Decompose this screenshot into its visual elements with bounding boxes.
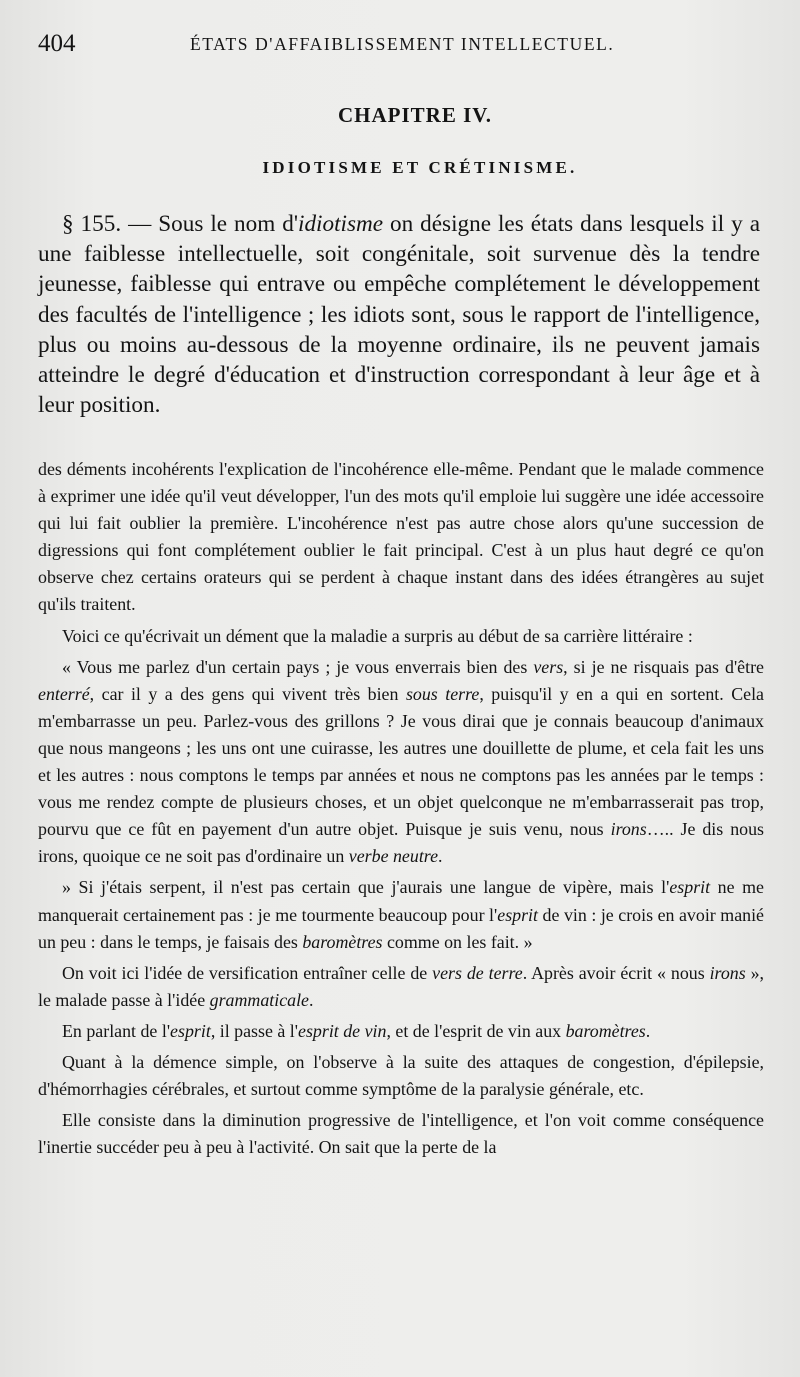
italic-term: esprit [170, 1020, 211, 1041]
text-run: , car il y a des gens qui vivent très bien [89, 683, 406, 704]
paragraph: Voici ce qu'écrivait un dément que la maladie a surpris au début de sa carrière littéraire : [62, 625, 693, 646]
paragraph [38, 1018, 764, 1045]
italic-term: grammaticale [209, 989, 310, 1010]
lead-paragraph [38, 209, 760, 420]
text-run: , il passe à l' [210, 1020, 299, 1041]
text-run: « Vous me parlez d'un certain pays ; je vous enverrais bien des [62, 656, 534, 677]
text-run: ….. Je dis nous irons, quoique ce ne soit pas d'ordinaire un [38, 819, 764, 867]
body-text [38, 456, 764, 1161]
italic-term: vers de terre [432, 962, 523, 983]
text-run: . [309, 989, 314, 1010]
italic-term: idiotisme [298, 211, 384, 237]
text-run: . [438, 846, 443, 867]
text-run: . [645, 1020, 651, 1041]
paragraph: des déments incohérents l'explication de l'incohérence elle-même. Pendant que le malade commence à exprimer une idée qu'il veut développer, l'un des mots qu'il emploie lui suggère une idée accessoire qui lui fait oublier la première. L'incohérence n'est pas autre chose alors qu'une succession de digressions qui font complétement oublier le fait principal. C'est à un plus haut degré ce qu'on observe chez certains orateurs qui se perdent à chaque instant dans des idées étrangères au sujet qu'ils traitent. [38, 459, 764, 615]
italic-term: verbe neutre [348, 846, 439, 867]
running-title: ÉTATS D'AFFAIBLISSEMENT INTELLECTUEL. [190, 34, 615, 54]
lead-paragraph-block [38, 209, 760, 420]
text-run: On voit ici l'idée de versification entraîner celle de [62, 962, 433, 983]
italic-term: esprit [497, 904, 539, 925]
section-heading: IDIOTISME ET CRÉTINISME. [262, 158, 578, 177]
text-run: , puisqu'il y en a qui en sortent. Cela m'embarrasse un peu. Parlez-vous des grillons ? Je vous dirai que je connais beaucoup d'animaux que nous mangeons ; les uns ont une cuirasse, les autres une douillette de plume, et cela fait les uns et les autres : nous comptons le temps par années et nous ne comptons pas les années par le temps : vous me rendez compte de plusieurs choses, et un objet quelconque ne m'embarrasserait pas trop, pourvu que ce fût en payement d'un autre objet. Puisque je suis venu, nous [38, 683, 764, 840]
italic-term: irons [709, 962, 746, 983]
italic-term: esprit de vin [298, 1020, 387, 1041]
text-run: — Sous le nom d' [121, 211, 299, 237]
italic-term: sous terre [405, 683, 480, 704]
paragraph [38, 960, 764, 1014]
text-run: de vin : je crois en avoir manié un peu : dans le temps, je faisais des [38, 904, 764, 952]
text-run: ne me manquerait certainement pas : je me tourmente beaucoup pour l' [38, 877, 764, 925]
text-run: , et de l'esprit de vin aux [386, 1020, 566, 1041]
running-header [38, 30, 770, 60]
italic-term: esprit [669, 877, 711, 898]
italic-term: baromètres [565, 1020, 646, 1041]
text-run: En parlant de l' [62, 1020, 171, 1041]
chapter-heading: CHAPITRE IV. [338, 103, 492, 127]
paragraph: Quant à la démence simple, on l'observe à la suite des attaques de congestion, d'épilepsie, d'hémorrhagies cérébrales, et surtout comme symptôme de la paralysie générale, etc. [38, 1051, 764, 1100]
quotation-paragraph [38, 654, 764, 871]
text-run: . Après avoir écrit « nous [522, 962, 710, 983]
text-run: » Si j'étais serpent, il n'est pas certain que j'aurais une langue de vipère, mais l' [62, 877, 670, 898]
italic-term: vers [533, 656, 564, 677]
text-run: , si je ne risquais pas d'être [563, 656, 764, 677]
page-number: 404 [38, 30, 76, 57]
text-run: », le malade passe à l'idée [38, 962, 764, 1010]
text-run: comme on les fait. » [382, 931, 533, 952]
italic-term: enterré [38, 683, 90, 704]
section-number: § 155. [62, 211, 122, 237]
quotation-paragraph [38, 874, 764, 955]
italic-term: irons [610, 819, 647, 840]
italic-term: baromètres [302, 931, 383, 952]
paragraph: Elle consiste dans la diminution progressive de l'intelligence, et l'on voit comme conséquence l'inertie succéder peu à peu à l'activité. On sait que la perte de la [38, 1110, 764, 1158]
text-run: on désigne les états dans lesquels il y a une faiblesse intellectuelle, soit congénitale, soit survenue dès la tendre jeunesse, faiblesse qui entrave ou empêche complétement le développement des facultés de l'intelligence ; les idiots sont, sous le rapport de l'intelligence, plus ou moins au-dessous de la moyenne ordinaire, ils ne peuvent jamais atteindre le degré d'éducation et d'instruction correspondant à leur âge et à leur position. [38, 211, 760, 419]
